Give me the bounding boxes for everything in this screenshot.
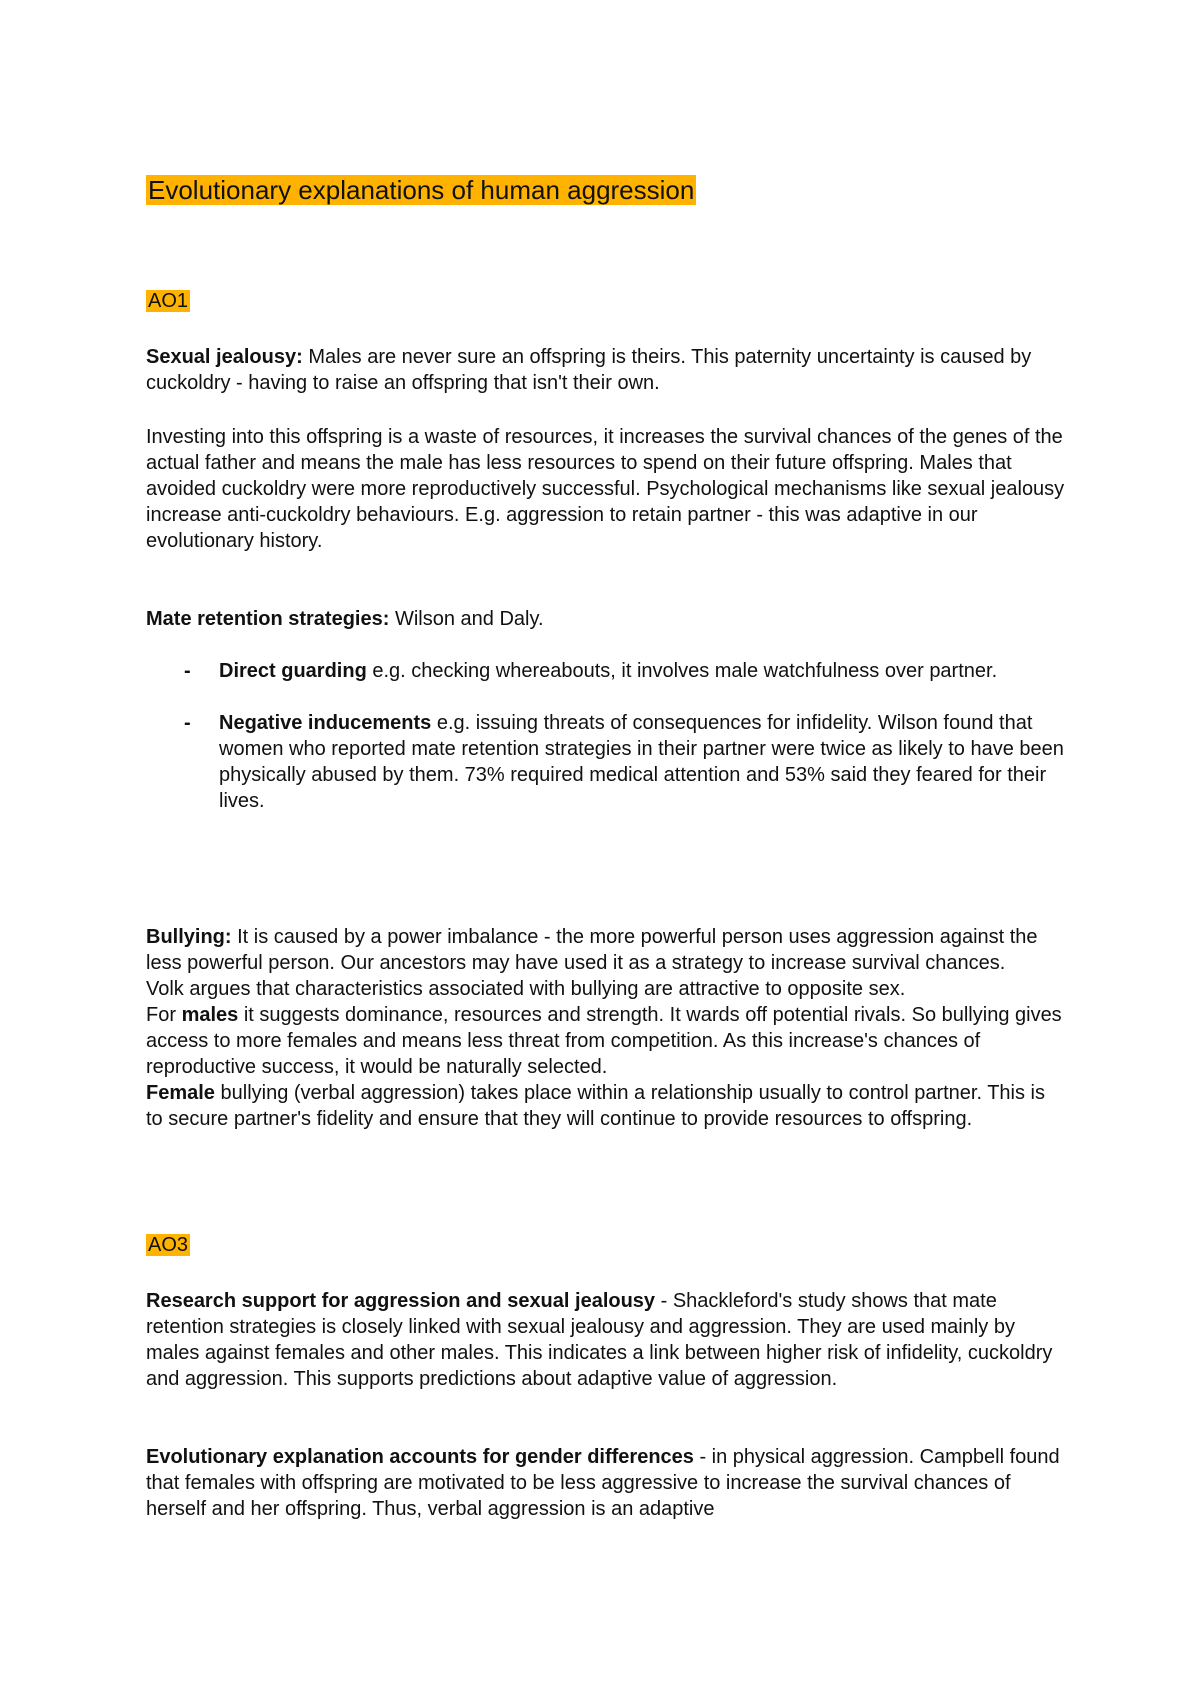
gender-differences-heading: Evolutionary explanation accounts for gender differences [146,1446,694,1468]
bullying-text-2: Volk argues that characteristics associated with bullying are attractive to opposite sex. [146,978,906,1000]
list-item-text: e.g. issuing threats of consequences for infidelity. Wilson found that women who reported mate retention strategies in their partner were twice as likely to have been physically abused by them. 73% required medical attention and 53% said they feared for their lives. [219,712,1064,812]
research-support-text: - Shackleford's study shows that mate retention strategies is closely linked with sexual jealousy and aggression. They are used mainly by males against females and other males. This indicates a link between higher risk of infidelity, cuckoldry and aggression. This supports predictions about adaptive value of aggression. [146,1290,1053,1390]
ao3-label: AO3 [148,1234,189,1256]
gender-differences-text: - in physical aggression. Campbell found that females with offspring are motivated to be less aggressive to increase the survival chances of herself and her offspring. Thus, verbal aggression is an adaptive [146,1446,1060,1520]
female-text: bullying (verbal aggression) takes place within a relationship usually to control partner. This is to secure partner's fidelity and ensure that they will continue to provide resources to offspring. [146,1082,1046,1130]
research-support-paragraph [146,1288,1066,1392]
list-item-term: Direct guarding [219,660,367,682]
list-item [146,710,1066,814]
page-title [146,173,696,207]
title-highlight: Evolutionary explanations of human aggression [148,175,695,205]
males-term: males [181,1004,239,1026]
ao1-label: AO1 [148,290,189,312]
list-item-text: e.g. checking whereabouts, it involves male watchfulness over partner. [372,660,998,682]
mate-retention-paragraph [146,606,1066,632]
female-term: Female [146,1082,215,1104]
bullying-heading: Bullying: [146,926,232,948]
list-item-term: Negative inducements [219,712,432,734]
mate-retention-heading: Mate retention strategies: [146,608,390,630]
research-support-heading: Research support for aggression and sexual jealousy [146,1290,656,1312]
males-text: it suggests dominance, resources and strength. It wards off potential rivals. So bullying gives access to more females and means less threat from competition. As this increase's chances of reproductive success, it would be naturally selected. [146,1004,1062,1078]
mate-retention-list [146,658,1066,840]
bullet-dash: - [184,660,191,682]
gender-differences-paragraph [146,1444,1066,1522]
list-item [146,658,1066,684]
investing-paragraph: Investing into this offspring is a waste of resources, it increases the survival chances of the genes of the actual father and means the male has less resources to spend on their future offspring. Males that avoided cuckoldry were more reproductively successful. Psychological mechanisms like sexual jealousy increase anti-cuckoldry behaviours. E.g. aggression to retain partner - this was adaptive in our evolutionary history. [146,426,1065,552]
mate-retention-text: Wilson and Daly. [394,608,544,630]
sexual-jealousy-paragraph [146,344,1066,396]
sexual-jealousy-heading: Sexual jealousy: [146,346,303,368]
bullying-paragraph [146,924,1066,1132]
bullet-dash: - [184,712,191,734]
sexual-jealousy-text: Males are never sure an offspring is theirs. This paternity uncertainty is caused by cuckoldry - having to raise an offspring that isn't their own. [146,346,1032,394]
males-prefix: For [146,1004,176,1026]
bullying-text-1: It is caused by a power imbalance - the more powerful person uses aggression against the less powerful person. Our ancestors may have used it as a strategy to increase survival chances. [146,926,1038,974]
